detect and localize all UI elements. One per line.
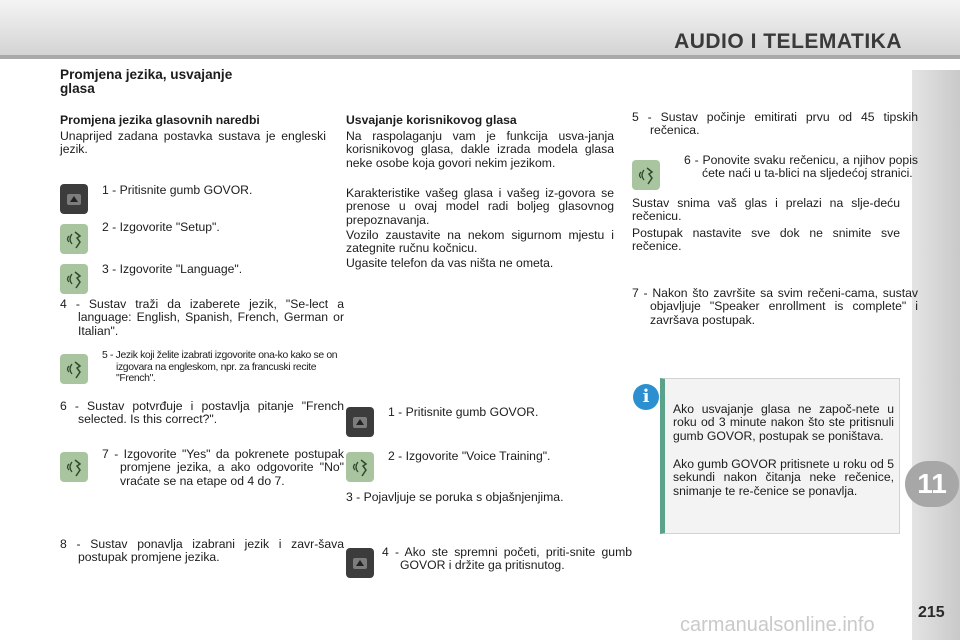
- middle-step3: 3 - Pojavljuje se poruka s objašnjenjima.: [346, 490, 564, 504]
- left-step7: 7 - Izgovorite "Yes" da pokrenete postupak promjene jezika, a ako odgovorite "No" vraćate se na etape od 4 do 7.: [102, 447, 344, 488]
- left-step2: 2 - Izgovorite "Setup".: [102, 220, 220, 234]
- voice-command-icon: [632, 160, 660, 190]
- push-button-icon: [346, 407, 374, 437]
- section-title-line2: glasa: [60, 81, 95, 96]
- voice-command-icon: [60, 224, 88, 254]
- left-step6: 6 - Sustav potvrđuje i postavlja pitanje "French selected. Is this correct?".: [60, 399, 344, 427]
- voice-command-icon: [60, 354, 88, 384]
- section-title: [60, 68, 300, 96]
- middle-step4: 4 - Ako ste spremni početi, priti-snite gumb GOVOR i držite ga pritisnutog.: [382, 545, 632, 573]
- middle-p1: Na raspolaganju vam je funkcija usva-janja korisnikovog glasa, dakle izrada modela glasa neke osobe koja govori nekim jezikom.: [346, 129, 614, 170]
- left-heading: Promjena jezika glasovnih naredbi: [60, 113, 260, 127]
- chapter-side-tab: [912, 70, 960, 640]
- right-p1: Sustav snima vaš glas i prelazi na slje-deću rečenicu.: [632, 196, 900, 224]
- page-number: 215: [918, 604, 945, 621]
- left-step3: 3 - Izgovorite "Language".: [102, 262, 243, 276]
- left-intro: Unaprijed zadana postavka sustava je engleski jezik.: [60, 129, 326, 157]
- voice-command-icon: [346, 452, 374, 482]
- chapter-badge: 11: [905, 461, 959, 507]
- right-p2: Postupak nastavite sve dok ne snimite sve rečenice.: [632, 226, 900, 254]
- info-text-1: Ako usvajanje glasa ne započ-nete u roku od 3 minute nakon što ste pritisnuli gumb GOVOR, postupak se poništava.: [673, 402, 894, 443]
- voice-command-icon: [60, 264, 88, 294]
- push-button-icon: [346, 548, 374, 578]
- right-step7: 7 - Nakon što završite sa svim rečeni-cama, sustav objavljuje "Speaker enrollment is complete" i završava postupak.: [632, 286, 918, 327]
- left-step5: 5 - Jezik koji želite izabrati izgovorite ona-ko kako se on izgovara na engleskom, npr. za francuski recite "French".: [102, 350, 338, 385]
- voice-command-icon: [60, 452, 88, 482]
- middle-heading: Usvajanje korisnikovog glasa: [346, 113, 517, 127]
- left-step1: 1 - Pritisnite gumb GOVOR.: [102, 183, 253, 197]
- right-step5: 5 - Sustav počinje emitirati prvu od 45 tipskih rečenica.: [632, 110, 918, 138]
- header-divider: [0, 55, 960, 59]
- middle-step2: 2 - Izgovorite "Voice Training".: [388, 449, 551, 463]
- watermark: carmanualsonline.info: [680, 614, 875, 636]
- section-title-line1: Promjena jezika, usvajanje: [60, 67, 233, 82]
- left-step4: 4 - Sustav traži da izaberete jezik, "Se-lect a language: English, Spanish, French, German or Italian".: [60, 297, 344, 338]
- page-header-title: AUDIO I TELEMATIKA: [674, 30, 902, 53]
- info-text-2: Ako gumb GOVOR pritisnete u roku od 5 sekundi nakon čitanja neke rečenice, snimanje te re-čenice se ponavlja.: [673, 457, 894, 498]
- push-button-icon: [60, 184, 88, 214]
- info-icon: i: [633, 384, 659, 410]
- right-step6: 6 - Ponovite svaku rečenicu, a njihov popis ćete naći u ta-blici na sljedećoj stranici.: [684, 153, 918, 181]
- left-step8: 8 - Sustav ponavlja izabrani jezik i zavr-šava postupak promjene jezika.: [60, 537, 344, 565]
- middle-p2: Karakteristike vašeg glasa i vašeg iz-govora se prenose u ovaj model radi boljeg glasovnog prepoznavanja.: [346, 186, 614, 227]
- middle-p4: Ugasite telefon da vas ništa ne ometa.: [346, 256, 554, 270]
- middle-p3: Vozilo zaustavite na nekom sigurnom mjestu i zategnite ručnu kočnicu.: [346, 228, 614, 256]
- middle-step1: 1 - Pritisnite gumb GOVOR.: [388, 405, 539, 419]
